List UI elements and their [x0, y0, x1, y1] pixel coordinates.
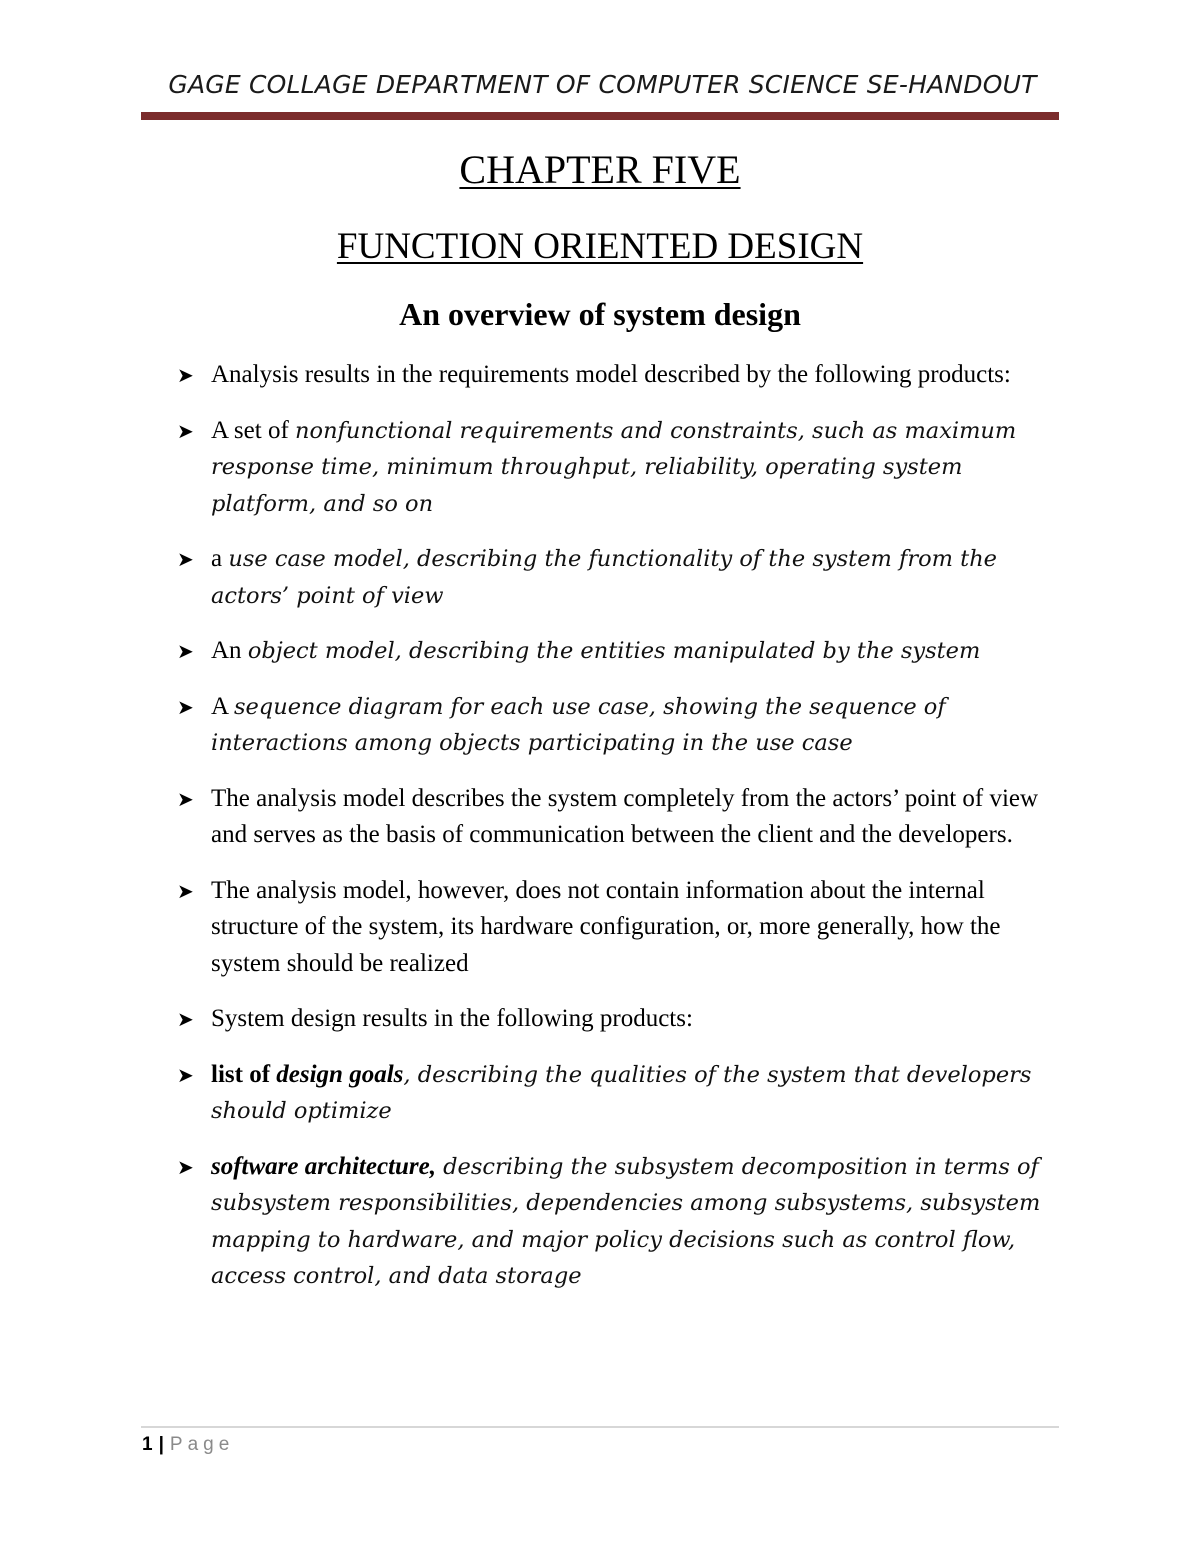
page-header: GAGE COLLAGE DEPARTMENT OF COMPUTER SCIENCE SE-HANDOUT [168, 70, 1037, 99]
footer-rule [141, 1426, 1059, 1428]
list-item: ➤ The analysis model, however, does not contain information about the internal structure of the system, its hardware configuration, or, more generally, how the system should be realized [177, 873, 1067, 983]
list-item: ➤ software architecture, describing the subsystem decomposition in terms of subsystem responsibilities, dependencies among subsystems, subsystem mapping to hardware, and major policy decisions such as control flow, access control, and data storage [177, 1149, 1067, 1295]
list-item: ➤ list of design goals, describing the qualities of the system that developers should optimize [177, 1057, 1067, 1130]
chapter-title: CHAPTER FIVE [459, 147, 741, 192]
arrow-bullet-icon: ➤ [177, 639, 194, 663]
bullet-list [177, 357, 1067, 1314]
arrow-bullet-icon: ➤ [177, 418, 194, 443]
arrow-bullet-icon: ➤ [177, 547, 194, 571]
arrow-bullet-icon: ➤ [177, 878, 194, 903]
page-label: Page [169, 1434, 235, 1455]
list-item: ➤ A sequence diagram for each use case, showing the sequence of interactions among objects participating in the use case [177, 689, 1067, 762]
arrow-bullet-icon: ➤ [177, 694, 194, 719]
subsection-title: An overview of system design [399, 296, 801, 332]
section-title: FUNCTION ORIENTED DESIGN [336, 226, 864, 267]
list-item: ➤ System design results in the following products: [177, 1001, 1067, 1038]
list-item: ➤ a use case model, describing the functionality of the system from the actors’ point of view [177, 541, 1067, 614]
header-rule [141, 112, 1059, 120]
page-footer [142, 1434, 234, 1456]
list-item: ➤ A set of nonfunctional requirements and constraints, such as maximum response time, minimum throughput, reliability, operating system platform, and so on [177, 413, 1067, 523]
list-item: ➤ An object model, describing the entities manipulated by the system [177, 633, 1067, 670]
list-item: ➤ The analysis model describes the system completely from the actors’ point of view and serves as the basis of communication between the client and the developers. [177, 781, 1067, 854]
footer-separator: | [158, 1434, 164, 1455]
list-item: ➤ Analysis results in the requirements model described by the following products: [177, 357, 1067, 394]
page-number: 1 [142, 1434, 153, 1455]
arrow-bullet-icon: ➤ [177, 1062, 194, 1087]
arrow-bullet-icon: ➤ [177, 1154, 194, 1179]
arrow-bullet-icon: ➤ [177, 1007, 194, 1031]
arrow-bullet-icon: ➤ [177, 786, 194, 811]
arrow-bullet-icon: ➤ [177, 363, 194, 387]
